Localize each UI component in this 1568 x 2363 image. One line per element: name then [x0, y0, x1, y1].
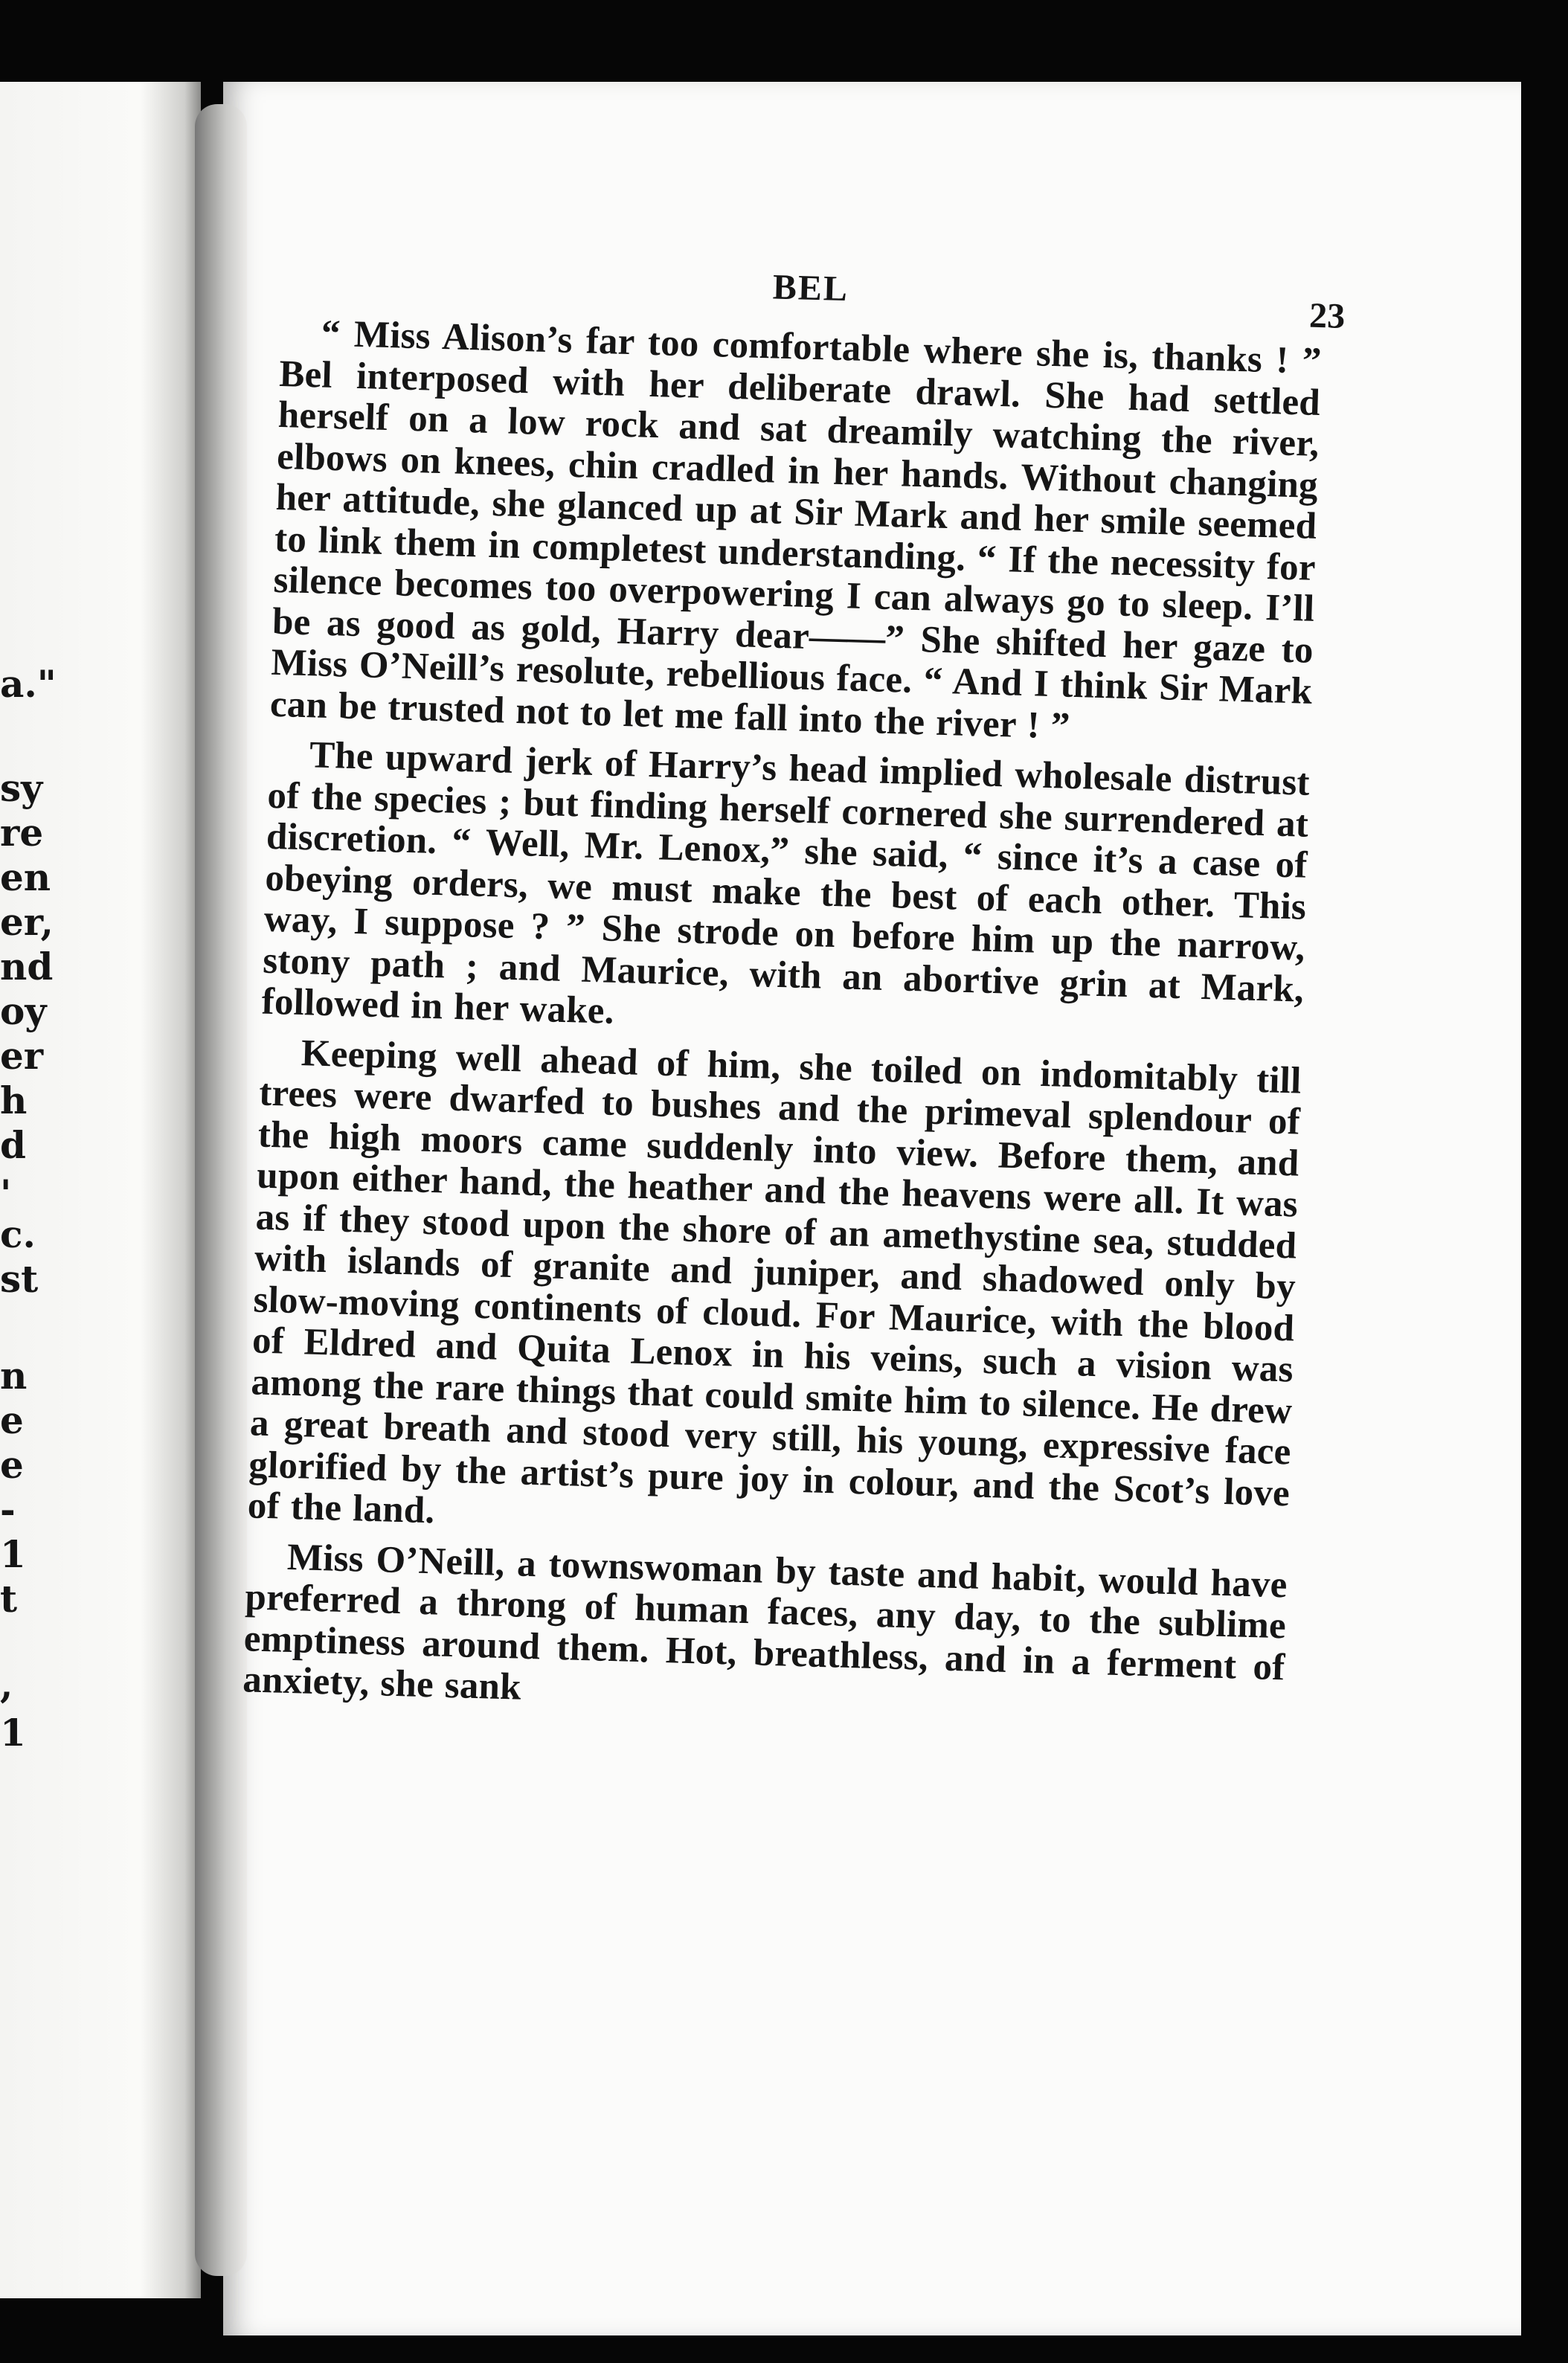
paragraph: Miss O’Neill, a townswoman by taste and habit, would have preferred a throng of human faces, any day, to the sublime emptiness around them. Hot, breathless, and in a ferment of anxiety, she sank [242, 1536, 1288, 1708]
left-fragment: ' [0, 1171, 12, 1215]
paragraph: “ Miss Alison’s far too comfortable where she is, thanks ! ” Bel interposed with her deliberate drawl. She had settled herself on a low rock and sat dreamily watching the river, elbows on knees, chin cradled in her hands. Without changing her attitude, she glanced up at Sir Mark and her smile seemed to link them in completest understanding. “ If the necessity for silence becomes too overpowering I can always go to sleep. I’ll be as good as gold, Harry dear——” She shifted her gaze to Miss O’Neill’s resolute, rebellious face. “ And I think Sir Mark can be trusted not to let me fall into the river ! ” [269, 312, 1323, 748]
left-fragment: d [0, 1123, 26, 1167]
left-fragment: en [0, 855, 51, 899]
left-fragment: oy [0, 989, 47, 1033]
left-fragment: er, [0, 900, 54, 944]
paragraph: The upward jerk of Harry’s head implied wholesale distrust of the species ; but finding herself cornered she surrendered at discretion. “ Well, Mr. Lenox,” she said, “ since it’s a case of obeying orders, we must make the best of each other. This way, I suppose ? ” She strode on before him up the narrow, stony path ; and Maurice, with an abortive grin at Mark, followed in her wake. [261, 734, 1311, 1032]
left-fragment: c. [0, 1212, 36, 1256]
left-fragment: nd [0, 945, 54, 988]
left-facing-page [0, 82, 201, 2298]
left-fragment: e [0, 1398, 24, 1442]
left-fragment: e [0, 1443, 24, 1487]
paragraph: Keeping well ahead of him, she toiled on indomitably till trees were dwarfed to bushes and the primeval splendour of the high moors came suddenly into view. Before them, and upon either hand, the heather and the heavens were all. It was as if they stood upon the shore of an amethystine sea, studded with islands of granite and juniper, and shadowed only by slow-moving continents of cloud. For Maurice, with the blood of Eldred and Quita Lenox in his veins, such a vision was among the rare things that could smite him to silence. He drew a great breath and stood very still, his young, expressive face glorified by the artist’s pure joy in colour, and the Scot’s love of the land. [247, 1032, 1302, 1532]
left-fragment: 1 [0, 1711, 26, 1755]
left-fragment: er [0, 1034, 44, 1078]
left-fragment: re [0, 811, 44, 855]
running-head-title: BEL [772, 267, 849, 309]
left-fragment: h [0, 1078, 28, 1122]
left-fragment: st [0, 1257, 39, 1301]
page-number: 23 [1308, 295, 1346, 336]
left-fragment: , [0, 1662, 13, 1706]
page-content [242, 253, 1346, 1730]
book-gutter-shadow [195, 104, 247, 2276]
left-fragment: n [0, 1354, 28, 1398]
left-fragment: t [0, 1577, 18, 1621]
left-fragment: a." [0, 662, 57, 706]
left-fragment: sy [0, 766, 43, 810]
left-fragment: - [0, 1488, 16, 1531]
left-fragment: 1 [0, 1532, 26, 1576]
